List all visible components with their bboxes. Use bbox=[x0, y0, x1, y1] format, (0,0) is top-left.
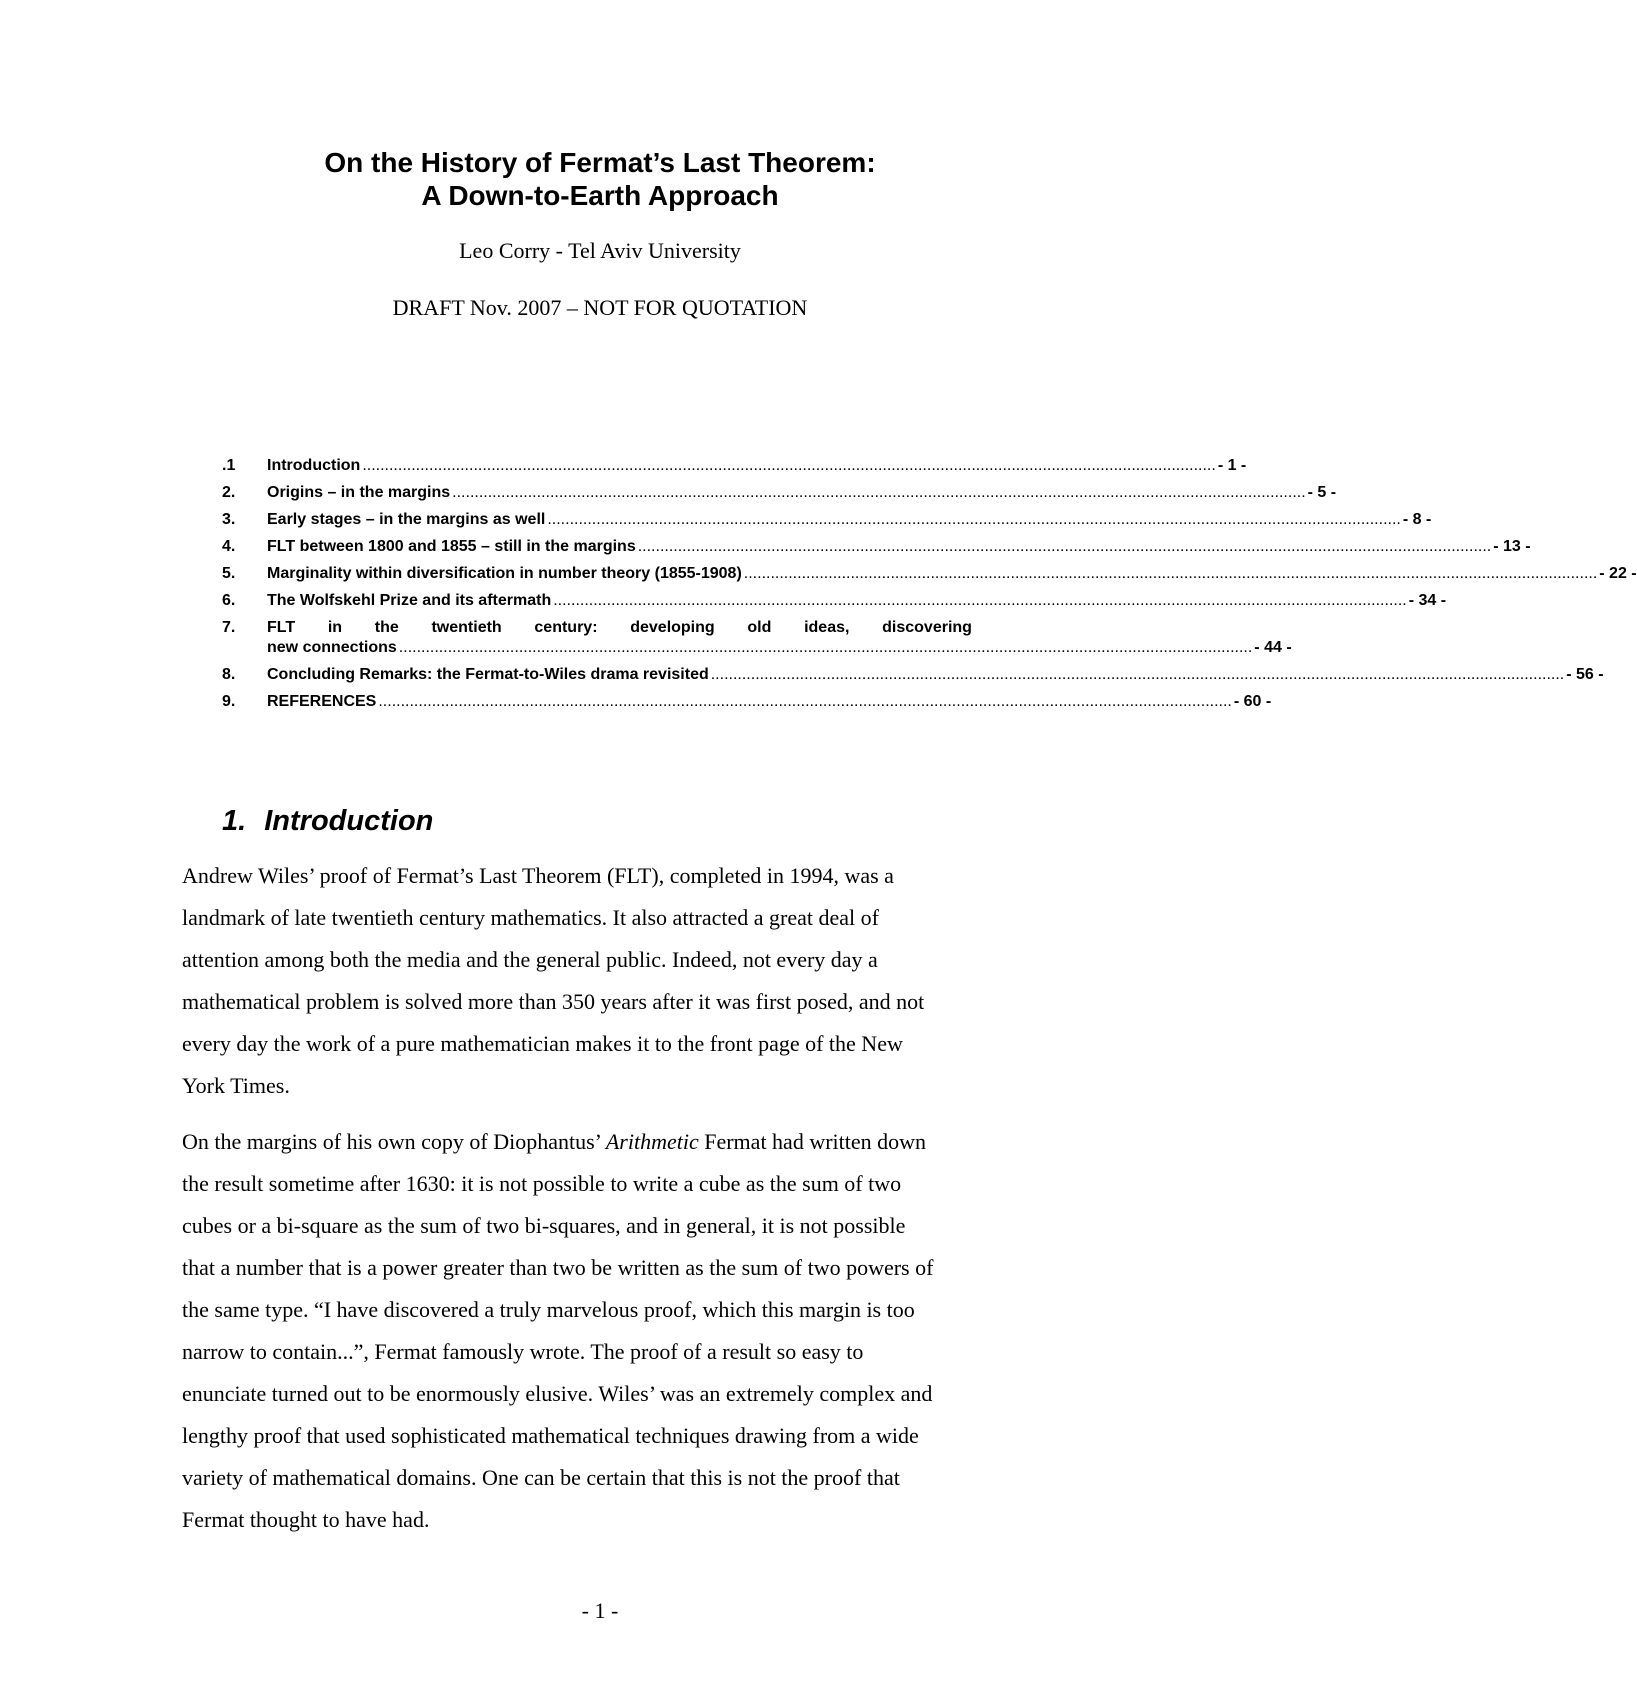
toc-page: - 13 - bbox=[1493, 538, 1531, 555]
toc-entry[interactable] bbox=[222, 538, 1531, 560]
author-line: Leo Corry - Tel Aviv University bbox=[459, 238, 741, 263]
book-title: Arithmetic bbox=[605, 1129, 699, 1154]
text-line: the same type. “I have discovered a truly marvelous proof, which this margin is too bbox=[182, 1297, 915, 1322]
toc-label-line-1: FLT in the twentieth century: developing old ideas, discovering bbox=[267, 619, 972, 636]
toc-label: new connections bbox=[267, 639, 397, 656]
text-line: enunciate turned out to be enormously elusive. Wiles’ was an extremely complex and bbox=[182, 1381, 933, 1406]
text-line: York Times. bbox=[182, 1073, 290, 1098]
toc-number: 6. bbox=[222, 592, 236, 609]
toc-entry[interactable] bbox=[222, 511, 1432, 533]
text-line: every day the work of a pure mathematician makes it to the front page of the New bbox=[182, 1031, 903, 1056]
page-number: - 1 - bbox=[581, 1598, 619, 1623]
toc-leader: ................................................................................................................................................................................................ bbox=[398, 639, 1253, 656]
toc-page: - 1 - bbox=[1217, 457, 1247, 474]
text-line: Fermat thought to have had. bbox=[182, 1507, 430, 1532]
toc-leader: ................................................................................................................................................................................................ bbox=[637, 538, 1492, 555]
toc-leader: ................................................................................................................................................................................................ bbox=[362, 457, 1216, 474]
toc-number: 9. bbox=[222, 693, 236, 710]
toc-label: Introduction bbox=[267, 457, 361, 474]
toc-page: - 60 - bbox=[1233, 693, 1272, 710]
text-line: landmark of late twentieth century mathematics. It also attracted a great deal of bbox=[182, 905, 879, 930]
toc-page: - 56 - bbox=[1566, 666, 1604, 683]
toc-leader: ................................................................................................................................................................................................ bbox=[743, 565, 1598, 582]
toc-leader: ................................................................................................................................................................................................ bbox=[553, 592, 1407, 609]
title-line-2: A Down-to-Earth Approach bbox=[421, 180, 779, 211]
toc-entry[interactable] bbox=[222, 457, 1247, 479]
paragraph bbox=[182, 1121, 1022, 1541]
toc-number: 2. bbox=[222, 484, 236, 501]
text-line: that a number that is a power greater than two be written as the sum of two powers of bbox=[182, 1255, 934, 1280]
text-line: mathematical problem is solved more than 350 years after it was first posed, and not bbox=[182, 989, 925, 1014]
toc-entry[interactable] bbox=[222, 592, 1447, 614]
toc-leader: ................................................................................................................................................................................................ bbox=[452, 484, 1306, 501]
toc-label: Origins – in the margins bbox=[267, 484, 451, 501]
toc-leader: ................................................................................................................................................................................................ bbox=[710, 666, 1565, 683]
toc-page: - 22 - bbox=[1599, 565, 1637, 582]
toc-page: - 8 - bbox=[1402, 511, 1432, 528]
text-line: lengthy proof that used sophisticated mathematical techniques drawing from a wide bbox=[182, 1423, 919, 1448]
text-line: cubes or a bi-square as the sum of two bi-squares, and in general, it is not possible bbox=[182, 1213, 906, 1238]
text-line: Andrew Wiles’ proof of Fermat’s Last Theorem (FLT), completed in 1994, was a bbox=[182, 863, 894, 888]
toc-page: - 5 - bbox=[1307, 484, 1337, 501]
paragraph bbox=[182, 855, 1022, 1107]
text-line: variety of mathematical domains. One can be certain that this is not the proof that bbox=[182, 1465, 900, 1490]
toc-page: - 44 - bbox=[1254, 639, 1292, 656]
text-line: On the margins of his own copy of Diophantus’ Arithmetic Fermat had written down bbox=[182, 1129, 927, 1154]
text-line: the result sometime after 1630: it is not possible to write a cube as the sum of two bbox=[182, 1171, 902, 1196]
section-heading bbox=[222, 805, 433, 838]
toc-number: 3. bbox=[222, 511, 236, 528]
toc-number: .1 bbox=[222, 457, 236, 474]
document-title bbox=[0, 146, 1200, 212]
toc-number: 4. bbox=[222, 538, 236, 555]
toc-label: Marginality within diversification in number theory (1855-1908) bbox=[267, 565, 742, 582]
toc-label: Concluding Remarks: the Fermat-to-Wiles drama revisited bbox=[267, 666, 709, 683]
toc-entry[interactable] bbox=[222, 565, 1637, 587]
text-line: narrow to contain...”, Fermat famously wrote. The proof of a result so easy to bbox=[182, 1339, 864, 1364]
text-line: attention among both the media and the general public. Indeed, not every day a bbox=[182, 947, 878, 972]
draft-note: DRAFT Nov. 2007 – NOT FOR QUOTATION bbox=[392, 295, 808, 320]
toc-entry[interactable] bbox=[222, 666, 1604, 688]
toc-number: 8. bbox=[222, 666, 236, 683]
toc-number: 7. bbox=[222, 619, 236, 636]
toc-label: Early stages – in the margins as well bbox=[267, 511, 546, 528]
title-line-1: On the History of Fermat’s Last Theorem: bbox=[324, 147, 876, 178]
toc-label: The Wolfskehl Prize and its aftermath bbox=[267, 592, 552, 609]
toc-entry[interactable] bbox=[222, 619, 1292, 667]
section-number: 1. bbox=[222, 805, 247, 837]
toc-leader: ................................................................................................................................................................................................ bbox=[547, 511, 1401, 528]
toc-number: 5. bbox=[222, 565, 236, 582]
toc-label: REFERENCES bbox=[267, 693, 377, 710]
toc-label: FLT between 1800 and 1855 – still in the margins bbox=[267, 538, 636, 555]
toc-entry[interactable] bbox=[222, 693, 1272, 715]
section-title: Introduction bbox=[264, 805, 434, 837]
toc-leader: ................................................................................................................................................................................................ bbox=[378, 693, 1232, 710]
toc-page: - 34 - bbox=[1408, 592, 1447, 609]
toc-entry[interactable] bbox=[222, 484, 1337, 506]
